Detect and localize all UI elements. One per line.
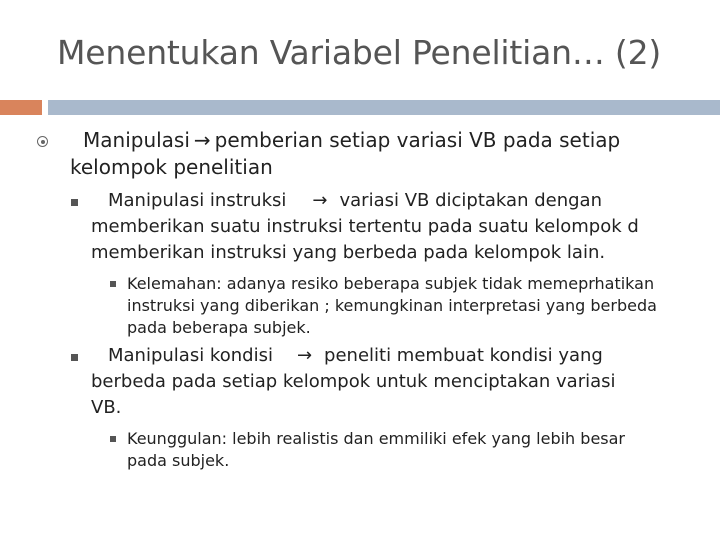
bullet-text-cont: memberikan suatu instruksi tertentu pada suatu kelompok d — [91, 216, 639, 237]
bullet-text-cont: instruksi yang diberikan ; kemungkinan interpretasi yang berbeda — [127, 296, 657, 315]
sub-bullet-keunggulan — [0, 428, 720, 472]
arrow-icon: → — [193, 128, 211, 152]
title-underline-bar — [48, 100, 720, 115]
bullet-term: Manipulasi — [83, 128, 190, 152]
bullet-text-cont: VB. — [91, 397, 122, 418]
bullet-line — [83, 128, 620, 153]
bullet-text: variasi VB diciptakan dengan — [339, 190, 602, 211]
bullet-manipulasi-instruksi — [0, 189, 720, 267]
square-bullet-icon — [71, 354, 78, 361]
bullet-manipulasi-kondisi — [0, 344, 720, 422]
bullet-text-cont: kelompok penelitian — [70, 155, 273, 179]
square-bullet-icon — [110, 281, 116, 287]
bullet-term: Manipulasi kondisi — [108, 345, 273, 366]
bullet-text: peneliti membuat kondisi yang — [324, 345, 603, 366]
arrow-icon: → — [296, 345, 313, 366]
slide-title: Menentukan Variabel Penelitian… (2) — [57, 33, 662, 72]
arrow-icon: → — [312, 190, 328, 211]
bullet-text: pemberian setiap variasi VB pada setiap — [214, 128, 621, 152]
bullet-term: Manipulasi instruksi — [108, 190, 287, 211]
bullet-line — [108, 189, 602, 213]
slide-content — [0, 128, 720, 540]
sub-bullet-kelemahan — [0, 273, 720, 339]
circle-bullet-icon — [37, 136, 48, 147]
bullet-manipulasi — [0, 128, 720, 184]
bullet-text-cont: memberikan instruksi yang berbeda pada kelompok lain. — [91, 242, 606, 263]
accent-bar — [0, 100, 42, 115]
bullet-text: Kelemahan: adanya resiko beberapa subjek tidak memeprhatikan — [127, 274, 655, 293]
square-bullet-icon — [110, 436, 116, 442]
bullet-text: Keunggulan: lebih realistis dan emmiliki efek yang lebih besar — [127, 429, 625, 448]
bullet-line — [108, 344, 603, 368]
bullet-text-cont: berbeda pada setiap kelompok untuk menciptakan variasi — [91, 371, 616, 392]
bullet-text-cont: pada subjek. — [127, 451, 230, 470]
bullet-text-cont: pada beberapa subjek. — [127, 318, 311, 337]
square-bullet-icon — [71, 199, 78, 206]
